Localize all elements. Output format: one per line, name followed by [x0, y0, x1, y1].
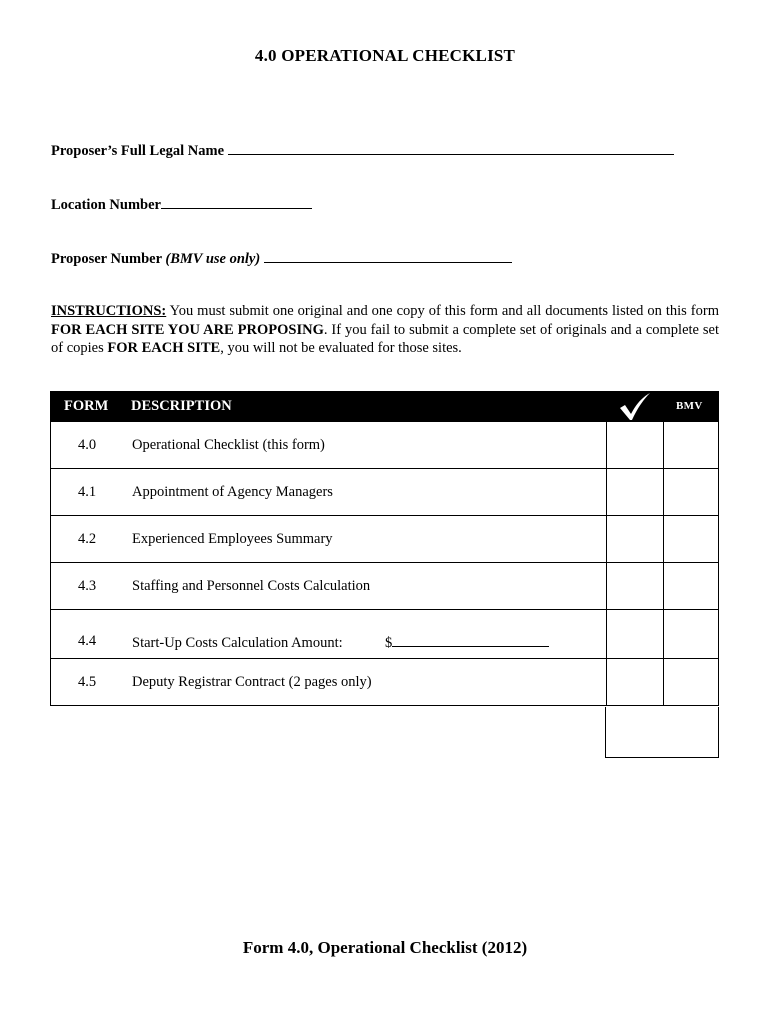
table-row [50, 610, 719, 659]
location-number-field[interactable] [51, 195, 312, 214]
table-row [50, 422, 719, 469]
total-box[interactable] [605, 707, 719, 758]
table-row [50, 659, 719, 706]
header-form: FORM [64, 398, 109, 414]
page-title: 4.0 OPERATIONAL CHECKLIST [254, 46, 516, 65]
proposer-check-box[interactable] [606, 659, 664, 705]
checkmark-icon [618, 392, 652, 422]
form-description: Operational Checklist (this form) [132, 437, 325, 453]
instructions-text-3: , you will not be evaluated for those sites. [220, 340, 462, 357]
table-header [50, 391, 719, 422]
location-number-label: Location Number [51, 197, 161, 213]
instructions-emphasis-1: FOR EACH SITE YOU ARE PROPOSING [51, 321, 324, 338]
bmv-check-box[interactable] [663, 610, 719, 658]
table-row [50, 563, 719, 610]
proposer-number-note: (BMV use only) [165, 251, 261, 267]
checklist-table [50, 391, 719, 706]
form-number: 4.4 [78, 633, 97, 649]
table-row [50, 469, 719, 516]
form-footer: Form 4.0, Operational Checklist (2012) [242, 938, 528, 957]
header-bmv: BMV [676, 400, 703, 412]
proposer-check-box[interactable] [606, 422, 664, 468]
instructions-emphasis-2: FOR EACH SITE [107, 340, 221, 357]
form-description: Appointment of Agency Managers [132, 484, 333, 500]
bmv-check-box[interactable] [663, 469, 719, 515]
amount-label: Start-Up Costs Calculation Amount: [132, 635, 343, 651]
form-number: 4.0 [78, 437, 97, 453]
form-description: Deputy Registrar Contract (2 pages only) [132, 674, 372, 690]
bmv-check-box[interactable] [663, 422, 719, 468]
legal-name-field[interactable] [51, 141, 674, 160]
proposer-check-box[interactable] [606, 610, 664, 658]
header-description: DESCRIPTION [131, 398, 232, 414]
location-number-input-line[interactable] [161, 195, 312, 209]
proposer-check-box[interactable] [606, 563, 664, 609]
form-number: 4.1 [78, 484, 97, 500]
proposer-check-box[interactable] [606, 516, 664, 562]
legal-name-input-line[interactable] [228, 141, 674, 155]
instructions-label: INSTRUCTIONS: [51, 303, 167, 319]
amount-input-line[interactable] [392, 633, 549, 647]
form-number: 4.5 [78, 674, 97, 690]
form-number: 4.2 [78, 531, 97, 547]
proposer-number-field[interactable] [51, 249, 512, 268]
amount-prefix: $ [385, 635, 393, 651]
table-row [50, 516, 719, 563]
form-description: Staffing and Personnel Costs Calculation [132, 578, 371, 594]
form-description: Experienced Employees Summary [132, 531, 333, 547]
proposer-check-box[interactable] [606, 469, 664, 515]
instructions-text-2: . If you fail to submit a complete set of originals and a complete set of copies [51, 321, 719, 357]
proposer-number-input-line[interactable] [264, 249, 512, 263]
form-number: 4.3 [78, 578, 97, 594]
proposer-number-label: Proposer Number [51, 251, 162, 267]
form-description [132, 633, 549, 652]
bmv-check-box[interactable] [663, 659, 719, 705]
bmv-check-box[interactable] [663, 563, 719, 609]
instructions-text-1: You must submit one original and one copy of this form and all documents listed on this form [166, 303, 719, 319]
legal-name-label: Proposer’s Full Legal Name [51, 143, 225, 159]
instructions [51, 302, 719, 358]
bmv-check-box[interactable] [663, 516, 719, 562]
